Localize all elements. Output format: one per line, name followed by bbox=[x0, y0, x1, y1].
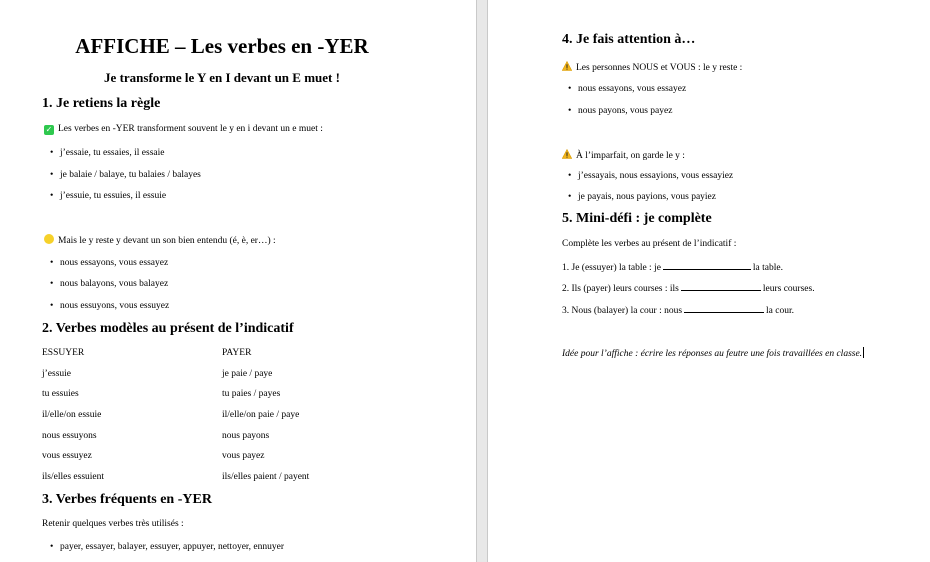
list-item: • je payais, nous payions, vous payiez bbox=[568, 192, 716, 202]
idea-note[interactable] bbox=[562, 347, 864, 359]
exercise-text: 1. Je (essuyer) la table : je bbox=[562, 263, 661, 273]
list-item-text: j’essaie, tu essaies, il essaie bbox=[60, 148, 165, 158]
list-item: • j’essayais, nous essayions, vous essayiez bbox=[568, 171, 734, 181]
exercise-text: leurs courses. bbox=[762, 284, 815, 294]
section5-intro: Complète les verbes au présent de l’indicatif : bbox=[562, 239, 737, 249]
answer-blank[interactable] bbox=[681, 282, 761, 291]
page-gutter bbox=[476, 0, 488, 562]
table-cell: ils/elles paient / payent bbox=[222, 472, 310, 482]
note2-line bbox=[562, 149, 685, 161]
list-item-text: nous essayons, vous essayez bbox=[578, 84, 687, 94]
exercise-text: 2. Ils (payer) leurs courses : ils bbox=[562, 284, 679, 294]
section2-heading: 2. Verbes modèles au présent de l’indicatif bbox=[42, 321, 294, 336]
table-cell: il/elle/on paie / paye bbox=[222, 410, 300, 420]
exercise-3 bbox=[562, 304, 794, 316]
list-item: • nous payons, vous payez bbox=[568, 106, 673, 116]
list-item: • nous essayons, vous essayez bbox=[568, 84, 687, 94]
table-header-col2: PAYER bbox=[222, 348, 252, 358]
table-cell: ils/elles essuient bbox=[42, 472, 105, 482]
document-title: AFFICHE – Les verbes en -YER bbox=[75, 34, 369, 58]
check-icon: ✓ bbox=[45, 125, 53, 134]
table-cell: tu paies / payes bbox=[222, 389, 281, 399]
section4-heading: 4. Je fais attention à… bbox=[562, 32, 696, 47]
exercise-2 bbox=[562, 282, 815, 294]
exercise-text: la table. bbox=[752, 263, 783, 273]
rule2-text: Mais le y reste y devant un son bien entendu (é, è, er…) : bbox=[58, 236, 276, 246]
document-subtitle: Je transforme le Y en I devant un E muet ! bbox=[104, 70, 340, 85]
answer-blank[interactable] bbox=[663, 261, 751, 270]
table-cell: nous payons bbox=[222, 431, 270, 441]
list-item-text: nous balayons, vous balayez bbox=[60, 279, 169, 289]
answer-blank[interactable] bbox=[684, 304, 764, 313]
list-item-text: payer, essayer, balayer, essuyer, appuyer, nettoyer, ennuyer bbox=[60, 542, 285, 552]
list-item-text: je balaie / balaye, tu balaies / balayes bbox=[60, 170, 201, 180]
table-header-col1: ESSUYER bbox=[42, 348, 85, 358]
exercise-1 bbox=[562, 261, 783, 273]
yellow-circle-icon bbox=[44, 234, 54, 244]
warning-icon bbox=[562, 61, 572, 71]
list-item: • j’essuie, tu essuies, il essuie bbox=[50, 191, 167, 201]
section5-heading: 5. Mini-défi : je complète bbox=[562, 211, 712, 226]
list-item-text: nous essuyons, vous essuyez bbox=[60, 301, 170, 311]
table-cell: il/elle/on essuie bbox=[42, 410, 102, 420]
section1-heading: 1. Je retiens la règle bbox=[42, 96, 161, 111]
note1-text: Les personnes NOUS et VOUS : le y reste : bbox=[576, 63, 743, 73]
text-cursor bbox=[863, 347, 864, 358]
list-item-text: j’essuie, tu essuies, il essuie bbox=[60, 191, 167, 201]
list-item: • j’essaie, tu essaies, il essaie bbox=[50, 148, 165, 158]
note1-line bbox=[562, 61, 742, 73]
list-item: • nous balayons, vous balayez bbox=[50, 279, 169, 289]
section3-intro: Retenir quelques verbes très utilisés : bbox=[42, 519, 184, 529]
warning-icon bbox=[562, 149, 572, 159]
exercise-text: la cour. bbox=[766, 306, 795, 316]
list-item: • nous essayons, vous essayez bbox=[50, 258, 169, 268]
list-item-text: j’essayais, nous essayions, vous essayiez bbox=[578, 171, 734, 181]
page-right bbox=[488, 0, 930, 562]
rule2-line bbox=[44, 234, 276, 246]
table-cell: je paie / paye bbox=[222, 369, 273, 379]
note2-text: À l’imparfait, on garde le y : bbox=[576, 151, 685, 161]
list-item: • je balaie / balaye, tu balaies / balayes bbox=[50, 170, 201, 180]
rule1-line bbox=[44, 124, 323, 135]
list-item: • payer, essayer, balayer, essuyer, appuyer, nettoyer, ennuyer bbox=[50, 542, 285, 552]
table-cell: vous payez bbox=[222, 451, 265, 461]
exercise-text: 3. Nous (balayer) la cour : nous bbox=[562, 306, 683, 316]
table-cell: nous essuyons bbox=[42, 431, 97, 441]
section3-heading: 3. Verbes fréquents en -YER bbox=[42, 492, 212, 507]
list-item-text: je payais, nous payions, vous payiez bbox=[578, 192, 716, 202]
idea-text: Idée pour l’affiche : écrire les réponses au feutre une fois travaillées en classe. bbox=[562, 349, 863, 359]
table-cell: j’essuie bbox=[42, 369, 72, 379]
table-cell: tu essuies bbox=[42, 389, 79, 399]
rule1-text: Les verbes en -YER transforment souvent le y en i devant un e muet : bbox=[58, 124, 323, 134]
list-item-text: nous payons, vous payez bbox=[578, 106, 673, 116]
list-item: • nous essuyons, vous essuyez bbox=[50, 301, 170, 311]
list-item-text: nous essayons, vous essayez bbox=[60, 258, 169, 268]
table-cell: vous essuyez bbox=[42, 451, 92, 461]
